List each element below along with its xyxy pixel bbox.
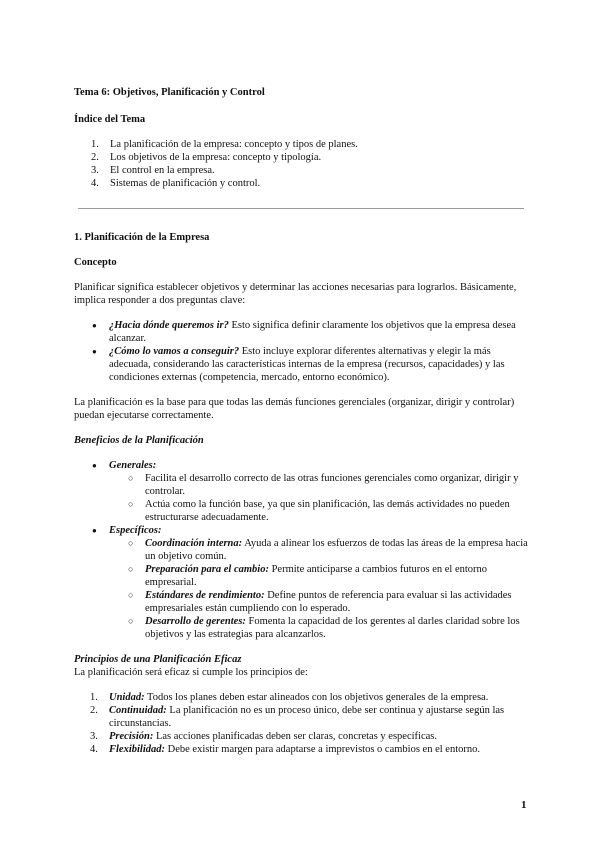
list-item (109, 743, 530, 756)
principle-label: Precisión: (109, 731, 154, 742)
header-block (74, 86, 530, 190)
principle-label: Flexibilidad: (109, 744, 165, 755)
specific-label: Específicos: (109, 525, 162, 536)
item-text: Permite anticiparse a cambios futuros en el entorno empresarial. (145, 564, 488, 588)
page-number: 1 (521, 799, 527, 811)
question-text: Esto incluye explorar diferentes alternativas y elegir la más adecuada, considerando las características internas de la empresa (recursos, capacidades) y las condiciones externas (competencia, mercado, entorno económico). (109, 346, 505, 383)
item-text: Fomenta la capacidad de los gerentes al darles claridad sobre los objetivos y las estrategias para alcanzarlos. (145, 616, 520, 640)
principle-label: Continuidad: (109, 705, 167, 716)
index-item: El control en la empresa. (110, 165, 215, 176)
item-label: Coordinación interna: (145, 538, 243, 549)
document-title: Tema 6: Objetivos, Planificación y Control (74, 87, 265, 98)
list-item (145, 563, 530, 589)
item-text: Ayuda a alinear los esfuerzos de todas las áreas de la empresa hacia un objetivo común. (145, 538, 528, 562)
specific-sublist (109, 537, 530, 641)
horizontal-divider (78, 208, 524, 209)
list-item: ○ Facilita el desarrollo correcto de las otras funciones gerenciales como organizar, dirigir y controlar. (145, 472, 530, 498)
principle-text: La planificación no es un proceso único, debe ser continua y ajustarse según las circunstancias. (109, 705, 505, 729)
item-text: Define puntos de referencia para evaluar si las actividades empresariales están cumpliendo con lo esperado. (145, 590, 512, 614)
list-item (109, 319, 530, 345)
principles-list (74, 691, 530, 756)
item-label: Desarrollo de gerentes: (145, 616, 246, 627)
index-item: Sistemas de planificación y control. (110, 178, 261, 189)
key-questions-list (74, 319, 530, 384)
list-item (145, 537, 530, 563)
question-label: ¿Hacia dónde queremos ir? (109, 320, 229, 331)
general-label: Generales: (109, 460, 157, 471)
question-text: Esto significa definir claramente los objetivos que la empresa desea alcanzar. (109, 320, 516, 344)
question-label: ¿Cómo lo vamos a conseguir? (109, 346, 240, 357)
item-label: Preparación para el cambio: (145, 564, 269, 575)
section-planificacion (74, 231, 530, 756)
list-item (109, 730, 530, 743)
benefits-heading: Beneficios de la Planificación (74, 435, 204, 446)
general-sublist (109, 472, 530, 524)
list-item (109, 345, 530, 384)
principle-label: Unidad: (109, 692, 145, 703)
concept-paragraph: Planificar significa establecer objetivos y determinar las acciones necesarias para lograrlos. Básicamente, implica responder a dos preguntas clave: (74, 282, 517, 306)
list-item (109, 691, 530, 704)
base-paragraph: La planificación es la base para que todas las demás funciones gerenciales (organizar, dirigir y controlar) puedan ejecutarse correctamente. (74, 397, 515, 421)
principles-heading: Principios de una Planificación Eficaz (74, 654, 242, 665)
list-item (109, 459, 530, 524)
principle-text: Todos los planes deben estar alineados con los objetivos generales de la empresa. (144, 692, 489, 703)
principles-intro: La planificación será eficaz si cumple los principios de: (74, 667, 308, 678)
principle-text: Las acciones planificadas deben ser claras, concretas y específicas. (153, 731, 437, 742)
benefits-list (74, 459, 530, 641)
section-heading: 1. Planificación de la Empresa (74, 232, 210, 243)
index-item: La planificación de la empresa: concepto y tipos de planes. (110, 139, 358, 150)
principle-text: Debe existir margen para adaptarse a imprevistos o cambios en el entorno. (165, 744, 480, 755)
list-item (145, 615, 530, 641)
list-item (145, 589, 530, 615)
concept-heading: Concepto (74, 257, 117, 268)
index-list (74, 138, 530, 190)
list-item (109, 704, 530, 730)
index-item: Los objetivos de la empresa: concepto y tipología. (110, 152, 322, 163)
item-label: Estándares de rendimiento: (145, 590, 265, 601)
index-title: Índice del Tema (74, 114, 146, 125)
list-item (109, 524, 530, 641)
list-item: ○ Actúa como la función base, ya que sin planificación, las demás actividades no pueden estructurarse adecuadamente. (145, 498, 530, 524)
